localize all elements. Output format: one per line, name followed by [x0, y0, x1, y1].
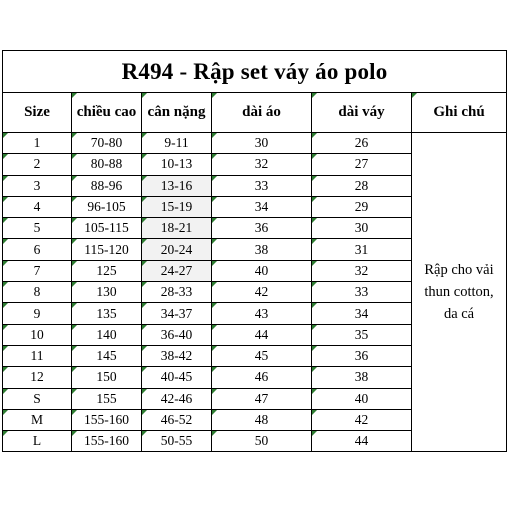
cell-shirt-length — [212, 133, 312, 154]
header-skirt-length — [312, 93, 412, 133]
comment-marker-icon — [72, 261, 77, 266]
comment-marker-icon — [72, 282, 77, 287]
cell-value: 10-13 — [160, 156, 193, 172]
cell-skirt-length — [312, 218, 412, 239]
cell-value: 24-27 — [160, 262, 193, 278]
comment-marker-icon — [212, 133, 217, 138]
cell-weight — [142, 388, 212, 409]
comment-marker-icon — [3, 389, 8, 394]
comment-marker-icon — [3, 367, 8, 372]
cell-value: 42 — [354, 412, 369, 427]
cell-value: 70-80 — [90, 135, 123, 151]
cell-size — [3, 303, 72, 324]
cell-size — [3, 133, 72, 154]
cell-height — [72, 218, 142, 239]
cell-height — [72, 133, 142, 154]
cell-value: 9-11 — [164, 135, 189, 151]
title-row — [3, 51, 507, 93]
cell-size — [3, 260, 72, 281]
comment-marker-icon — [312, 176, 317, 181]
cell-value: 5 — [33, 220, 41, 236]
header-label: dài áo — [242, 104, 281, 120]
comment-marker-icon — [142, 261, 147, 266]
comment-marker-icon — [312, 239, 317, 244]
cell-value: 125 — [96, 262, 117, 278]
cell-weight — [142, 409, 212, 430]
cell-size — [3, 239, 72, 260]
comment-marker-icon — [3, 346, 8, 351]
cell-size — [3, 345, 72, 366]
cell-weight — [142, 282, 212, 303]
comment-marker-icon — [212, 154, 217, 159]
header-size: Size — [3, 93, 72, 133]
comment-marker-icon — [142, 154, 147, 159]
comment-marker-icon — [212, 93, 217, 98]
comment-marker-icon — [212, 346, 217, 351]
cell-value: 34 — [254, 199, 269, 215]
cell-shirt-length — [212, 154, 312, 175]
cell-skirt-length — [312, 324, 412, 345]
comment-marker-icon — [72, 303, 77, 308]
comment-marker-icon — [3, 218, 8, 223]
cell-value: 40 — [254, 262, 269, 278]
cell-skirt-length — [312, 260, 412, 281]
cell-weight — [142, 239, 212, 260]
cell-value: 8 — [33, 284, 41, 300]
header-row — [3, 93, 507, 133]
cell-value: 2 — [33, 156, 41, 172]
cell-value: S — [33, 390, 41, 406]
cell-value: 32 — [354, 262, 369, 278]
cell-value: 150 — [96, 369, 117, 385]
size-chart-sheet — [2, 50, 506, 452]
comment-marker-icon — [212, 176, 217, 181]
cell-size — [3, 388, 72, 409]
comment-marker-icon — [72, 133, 77, 138]
header-label: Ghi chú — [433, 104, 485, 120]
table-row — [3, 133, 507, 154]
cell-value: 40 — [354, 390, 369, 406]
comment-marker-icon — [212, 197, 217, 202]
cell-height — [72, 388, 142, 409]
cell-value: 29 — [354, 199, 369, 215]
cell-size — [3, 324, 72, 345]
cell-value: L — [32, 433, 42, 449]
cell-value: 3 — [33, 177, 41, 193]
cell-shirt-length — [212, 345, 312, 366]
comment-marker-icon — [3, 303, 8, 308]
cell-value: 40-45 — [160, 369, 193, 385]
cell-value: 47 — [254, 390, 269, 406]
cell-height — [72, 239, 142, 260]
cell-weight — [142, 196, 212, 217]
comment-marker-icon — [312, 325, 317, 330]
header-label: cân nặng — [147, 104, 206, 120]
comment-marker-icon — [212, 261, 217, 266]
comment-marker-icon — [3, 410, 8, 415]
cell-size — [3, 218, 72, 239]
comment-marker-icon — [142, 367, 147, 372]
cell-height — [72, 154, 142, 175]
cell-skirt-length — [312, 367, 412, 388]
cell-value: 30 — [254, 135, 269, 151]
cell-height — [72, 175, 142, 196]
chart-title: R494 - Rập set váy áo polo — [3, 51, 507, 93]
header-label: chiều cao — [76, 104, 137, 120]
cell-skirt-length — [312, 345, 412, 366]
cell-value: 13-16 — [160, 177, 193, 193]
cell-height — [72, 324, 142, 345]
comment-marker-icon — [142, 325, 147, 330]
cell-skirt-length — [312, 388, 412, 409]
cell-skirt-length — [312, 431, 412, 452]
cell-height — [72, 196, 142, 217]
cell-value: 155-160 — [84, 412, 129, 427]
cell-value: 7 — [33, 262, 41, 278]
cell-weight — [142, 431, 212, 452]
cell-value: 42 — [254, 284, 269, 300]
size-chart-table — [2, 50, 507, 452]
cell-value: 50 — [254, 433, 269, 449]
comment-marker-icon — [3, 282, 8, 287]
cell-value: 42-46 — [160, 390, 193, 406]
cell-value: 27 — [354, 156, 369, 172]
cell-weight — [142, 154, 212, 175]
cell-value: 115-120 — [84, 241, 129, 257]
comment-marker-icon — [142, 410, 147, 415]
cell-value: 34 — [354, 305, 369, 321]
cell-value: 46-52 — [160, 412, 193, 427]
comment-marker-icon — [142, 303, 147, 308]
cell-value: 6 — [33, 241, 41, 257]
cell-value: 9 — [33, 305, 41, 321]
cell-skirt-length — [312, 282, 412, 303]
cell-skirt-length — [312, 196, 412, 217]
cell-value: 155 — [96, 390, 117, 406]
cell-skirt-length — [312, 409, 412, 430]
cell-value: 28 — [354, 177, 369, 193]
comment-marker-icon — [312, 282, 317, 287]
cell-weight — [142, 303, 212, 324]
cell-weight — [142, 324, 212, 345]
comment-marker-icon — [72, 346, 77, 351]
comment-marker-icon — [72, 239, 77, 244]
cell-value: 26 — [354, 135, 369, 151]
comment-marker-icon — [312, 133, 317, 138]
cell-shirt-length — [212, 324, 312, 345]
cell-value: 30 — [354, 220, 369, 236]
cell-value: 12 — [30, 369, 44, 385]
cell-value: 11 — [30, 348, 44, 364]
cell-value: 38 — [354, 369, 369, 385]
cell-shirt-length — [212, 431, 312, 452]
cell-weight — [142, 367, 212, 388]
comment-marker-icon — [72, 176, 77, 181]
cell-value: 33 — [254, 177, 269, 193]
cell-value: 15-19 — [160, 199, 193, 215]
cell-value: 36-40 — [160, 326, 193, 342]
cell-value: 135 — [96, 305, 117, 321]
cell-value: 43 — [254, 305, 269, 321]
cell-skirt-length — [312, 175, 412, 196]
header-shirt-length — [212, 93, 312, 133]
comment-marker-icon — [312, 197, 317, 202]
comment-marker-icon — [72, 410, 77, 415]
comment-marker-icon — [412, 93, 417, 98]
cell-value: 1 — [33, 135, 41, 151]
comment-marker-icon — [142, 93, 147, 98]
comment-marker-icon — [142, 218, 147, 223]
cell-value: 44 — [354, 433, 369, 449]
comment-marker-icon — [3, 325, 8, 330]
comment-marker-icon — [72, 389, 77, 394]
comment-marker-icon — [142, 282, 147, 287]
cell-weight — [142, 260, 212, 281]
cell-value: 20-24 — [160, 241, 193, 257]
comment-marker-icon — [142, 239, 147, 244]
cell-shirt-length — [212, 282, 312, 303]
comment-marker-icon — [72, 154, 77, 159]
cell-shirt-length — [212, 196, 312, 217]
cell-size — [3, 154, 72, 175]
cell-height — [72, 409, 142, 430]
comment-marker-icon — [212, 325, 217, 330]
comment-marker-icon — [312, 410, 317, 415]
cell-weight — [142, 218, 212, 239]
cell-size — [3, 367, 72, 388]
cell-shirt-length — [212, 175, 312, 196]
comment-marker-icon — [3, 154, 8, 159]
comment-marker-icon — [3, 239, 8, 244]
cell-shirt-length — [212, 239, 312, 260]
cell-value: 130 — [96, 284, 117, 300]
comment-marker-icon — [72, 197, 77, 202]
comment-marker-icon — [312, 218, 317, 223]
cell-height — [72, 260, 142, 281]
comment-marker-icon — [212, 389, 217, 394]
comment-marker-icon — [142, 133, 147, 138]
cell-value: 10 — [30, 326, 44, 342]
cell-value: 46 — [254, 369, 269, 385]
cell-value: 48 — [254, 412, 269, 427]
cell-skirt-length — [312, 303, 412, 324]
cell-shirt-length — [212, 218, 312, 239]
comment-marker-icon — [212, 431, 217, 436]
cell-size — [3, 409, 72, 430]
comment-marker-icon — [3, 431, 8, 436]
cell-value: 96-105 — [87, 199, 126, 215]
header-height — [72, 93, 142, 133]
comment-marker-icon — [72, 93, 77, 98]
cell-shirt-length — [212, 260, 312, 281]
comment-marker-icon — [142, 176, 147, 181]
comment-marker-icon — [72, 431, 77, 436]
cell-value: 28-33 — [160, 284, 193, 300]
comment-marker-icon — [312, 431, 317, 436]
cell-skirt-length — [312, 239, 412, 260]
cell-value: 34-37 — [160, 305, 193, 321]
cell-size — [3, 282, 72, 303]
comment-marker-icon — [212, 282, 217, 287]
cell-height — [72, 303, 142, 324]
cell-shirt-length — [212, 409, 312, 430]
comment-marker-icon — [312, 154, 317, 159]
comment-marker-icon — [312, 346, 317, 351]
comment-marker-icon — [3, 176, 8, 181]
comment-marker-icon — [142, 389, 147, 394]
cell-value: 140 — [96, 326, 117, 342]
cell-shirt-length — [212, 303, 312, 324]
cell-skirt-length — [312, 154, 412, 175]
cell-value: 31 — [354, 241, 369, 257]
cell-weight — [142, 133, 212, 154]
cell-size — [3, 175, 72, 196]
cell-value: 45 — [254, 348, 269, 364]
cell-value: 32 — [254, 156, 269, 172]
comment-marker-icon — [3, 133, 8, 138]
cell-value: 155-160 — [84, 433, 129, 449]
comment-marker-icon — [72, 367, 77, 372]
comment-marker-icon — [212, 239, 217, 244]
comment-marker-icon — [312, 367, 317, 372]
comment-marker-icon — [212, 410, 217, 415]
cell-size — [3, 196, 72, 217]
cell-size — [3, 431, 72, 452]
cell-value: 36 — [354, 348, 369, 364]
cell-value: 145 — [96, 348, 117, 364]
comment-marker-icon — [3, 197, 8, 202]
cell-value: 4 — [33, 199, 41, 215]
comment-marker-icon — [142, 431, 147, 436]
cell-value: 38-42 — [160, 348, 193, 364]
cell-height — [72, 431, 142, 452]
comment-marker-icon — [312, 93, 317, 98]
cell-value: 36 — [254, 220, 269, 236]
comment-marker-icon — [142, 197, 147, 202]
cell-shirt-length — [212, 388, 312, 409]
comment-marker-icon — [312, 261, 317, 266]
cell-height — [72, 282, 142, 303]
comment-marker-icon — [312, 303, 317, 308]
comment-marker-icon — [3, 261, 8, 266]
comment-marker-icon — [72, 325, 77, 330]
cell-value: 33 — [354, 284, 369, 300]
comment-marker-icon — [72, 218, 77, 223]
cell-weight — [142, 345, 212, 366]
comment-marker-icon — [142, 346, 147, 351]
cell-value: M — [30, 412, 43, 427]
cell-value: 50-55 — [160, 433, 193, 449]
cell-value: 80-88 — [90, 156, 123, 172]
comment-marker-icon — [312, 389, 317, 394]
cell-value: 18-21 — [160, 220, 193, 236]
header-label: dài váy — [338, 104, 385, 120]
cell-value: 44 — [254, 326, 269, 342]
note-cell — [412, 133, 507, 452]
cell-value: 35 — [354, 326, 369, 342]
cell-weight — [142, 175, 212, 196]
cell-skirt-length — [312, 133, 412, 154]
cell-value: 38 — [254, 241, 269, 257]
cell-value: 88-96 — [90, 177, 123, 193]
header-weight — [142, 93, 212, 133]
cell-height — [72, 367, 142, 388]
comment-marker-icon — [212, 367, 217, 372]
comment-marker-icon — [212, 303, 217, 308]
header-note — [412, 93, 507, 133]
comment-marker-icon — [212, 218, 217, 223]
cell-value: 105-115 — [84, 220, 129, 236]
cell-shirt-length — [212, 367, 312, 388]
note-text: Rập cho vải thun cotton, da cá — [424, 262, 494, 323]
cell-height — [72, 345, 142, 366]
